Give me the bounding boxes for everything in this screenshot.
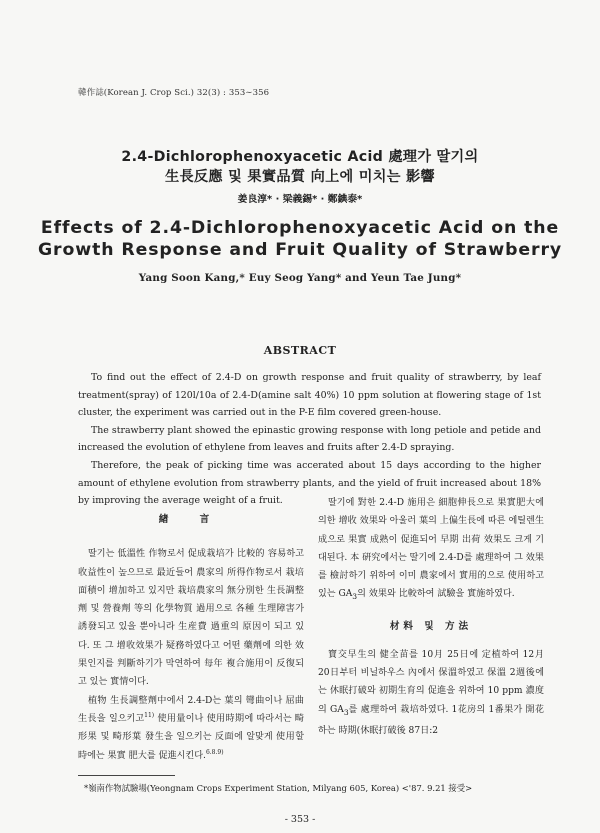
- subscript: 3: [352, 592, 358, 602]
- affiliation-footnote: *嶺南作物試驗場(Yeongnam Crops Experiment Station, Milyang 605, Korea) <'87. 9.21 接受>: [84, 783, 473, 793]
- methods-text-b: 를 處理하여 栽培하였다. 1花房의 1番果가 開花하는 時期(休眠打破後 87日:2: [318, 704, 544, 736]
- intro-p2-text-b: 使用量이나 使用時期에 따라서는 畸形果 및 畸形葉 發生을 일으키는 反面에 알맞게 使用할 時에는 果實 肥大를 促進시킨다.: [78, 713, 304, 761]
- methods-paragraph: [318, 646, 544, 740]
- citation-superscript: 11): [144, 711, 155, 719]
- methods-heading: 材料 및 方法: [389, 620, 473, 632]
- right-paragraph-1: [318, 494, 544, 607]
- abstract-paragraph: To find out the effect of 2.4-D on growth response and fruit quality of strawberry, by leaf treatment(spray) of 120l/10a of 2.4-D(amine salt 40%) 10 ppm solution at flowering stage of 1st cluster, the experiment was carried out in the P-E film covered green-house.: [78, 372, 541, 419]
- intro-p2-text-a: 植物 生長調整劑中에서 2.4-D는 葉의 彎曲이나 屈曲生長을 일으키고: [78, 695, 304, 724]
- intro-paragraph-1: 딸기는 低溫性 作物로서 促成栽培가 比較的 容易하고 收益性이 높으므로 最近들어 農家의 所得作物로서 栽培面積이 增加하고 있지만 栽培農家의 無分別한 生長調整劑 및 營養劑 等의 化學物質 過用으로 各種 生理障害가 誘發되고 있을 뿐아니라 生産費 過重의 原因이 되고 있다. 또 그 增收效果가 疑務하였다고 어떤 藥劑에 의한 效果인지를 判斷하기가 막연하여 每年 複合施用이 反復되고 있는 實情이다.: [78, 549, 304, 688]
- subscript: 3: [343, 707, 349, 717]
- right-p1-text-a: 딸기에 對한 2.4-D 施用은 細胞伸長으로 果實肥大에 의한 增收 效果와 아울러 葉의 上偏生長에 따른 에틸렌生成으로 果實 成熟이 促進되어 早期 出荷 效果도 크게 기대된다. 本 硏究에서는 딸기에 2.4-D를 處理하여 그 效果를 檢討하기 위하여 이미 農家에서 實用的으로 使用하고 있는 GA: [318, 498, 544, 600]
- introduction-heading: 緖 言: [158, 514, 224, 525]
- korean-authors: 姜良淳* · 梁義錫* · 鄭錪泰*: [237, 194, 363, 205]
- page-number: - 353 -: [284, 814, 316, 825]
- english-title-line-2: Growth Response and Fruit Quality of Strawberry: [37, 240, 563, 260]
- right-p1-text-b: 의 效果와 比較하여 試驗을 實施하였다.: [357, 589, 515, 600]
- left-column: [78, 494, 304, 765]
- right-column: [318, 494, 544, 740]
- journal-citation: 韓作誌(Korean J. Crop Sci.) 32(3) : 353∼356: [78, 88, 270, 98]
- abstract-heading: ABSTRACT: [263, 344, 337, 357]
- footnote-divider: [78, 775, 175, 776]
- korean-title-line-1: 2.4-Dichlorophenoxyacetic Acid 處理가 딸기의: [121, 149, 479, 165]
- intro-paragraph-2: [78, 692, 304, 765]
- citation-superscript: 6.8.9): [205, 748, 224, 756]
- abstract-body: [78, 369, 541, 510]
- english-title-line-1: Effects of 2.4-Dichlorophenoxyacetic Acid on the: [40, 218, 560, 238]
- methods-text-a: 寶交早生의 健全苗를 10月 25日에 定植하여 12月 20日부터 비닐하우스 內에서 保溫하였고 保溫 2週後에는 休眠打破와 初期生育의 促進을 위하여 10 ppm 濃度의 GA: [318, 649, 544, 715]
- korean-title-line-2: 生長反應 및 果實品質 向上에 미치는 影響: [164, 169, 436, 185]
- english-authors: Yang Soon Kang,* Euy Seog Yang* and Yeun Tae Jung*: [138, 272, 462, 284]
- abstract-paragraph: Therefore, the peak of picking time was accerated about 15 days according to the higher amount of ethylene evolution from strawberry plants, and the yield of fruit increased about 18% by improving the average weight of a fruit.: [78, 459, 541, 507]
- abstract-paragraph: The strawberry plant showed the epinastic growing response with long petiole and petide and increased the evolution of ethylene from leaves and fruits after 2.4-D spraying.: [78, 424, 541, 454]
